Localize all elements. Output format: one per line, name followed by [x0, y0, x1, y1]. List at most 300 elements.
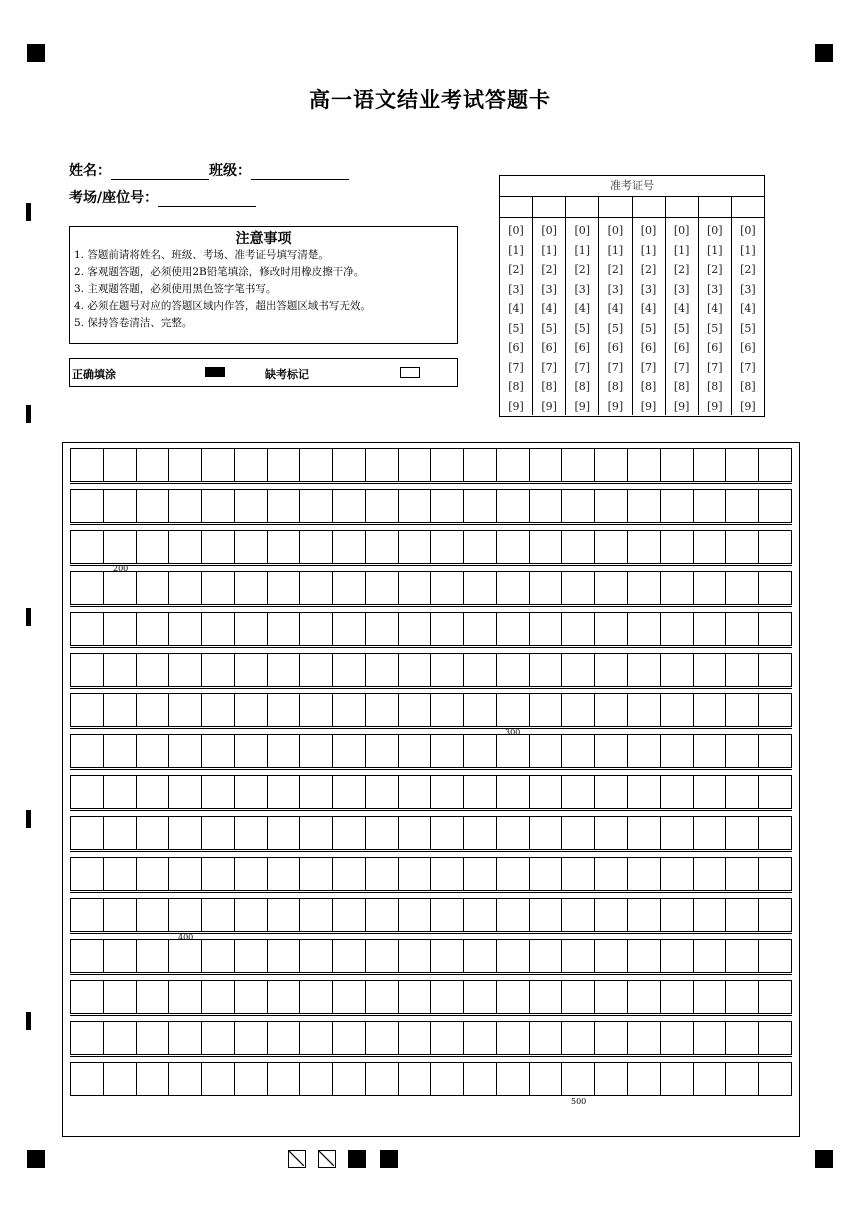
essay-grid-cell[interactable] [759, 858, 791, 890]
essay-grid-cell[interactable] [300, 858, 333, 890]
essay-grid-cell[interactable] [268, 531, 301, 563]
essay-grid-cell[interactable] [431, 940, 464, 972]
digit-bubble[interactable]: [4] [640, 302, 657, 315]
essay-grid-cell[interactable] [530, 817, 563, 849]
essay-grid-cell[interactable] [366, 694, 399, 726]
essay-grid-cell[interactable] [268, 981, 301, 1013]
essay-grid-cell[interactable] [694, 899, 727, 931]
digit-bubble[interactable]: [2] [508, 263, 524, 276]
essay-grid-cell[interactable] [333, 735, 366, 767]
essay-grid-cell[interactable] [464, 490, 497, 522]
essay-grid-cell[interactable] [399, 1063, 432, 1095]
essay-grid-cell[interactable] [694, 940, 727, 972]
digit-bubble[interactable]: [6] [541, 341, 557, 354]
essay-grid-cell[interactable] [268, 1063, 301, 1095]
essay-grid-cell[interactable] [759, 531, 791, 563]
digit-bubble[interactable]: [5] [574, 321, 591, 335]
essay-grid-cell[interactable] [595, 654, 628, 686]
essay-grid-cell[interactable] [366, 817, 399, 849]
essay-grid-cell[interactable] [595, 940, 628, 972]
essay-grid-cell[interactable] [530, 899, 563, 931]
essay-grid-cell[interactable] [300, 735, 333, 767]
essay-grid-cell[interactable] [300, 940, 333, 972]
essay-grid-cell[interactable] [530, 776, 563, 808]
essay-grid-cell[interactable] [366, 572, 399, 604]
essay-grid-cell[interactable] [202, 776, 235, 808]
essay-grid-cell[interactable] [726, 613, 759, 645]
digit-bubble[interactable]: [1] [607, 243, 624, 257]
digit-bubble[interactable]: [6] [607, 341, 624, 354]
essay-grid-cell[interactable] [71, 694, 104, 726]
essay-grid-cell[interactable] [628, 858, 661, 890]
essay-grid-cell[interactable] [530, 449, 563, 481]
essay-grid-cell[interactable] [661, 776, 694, 808]
essay-grid-cell[interactable] [104, 981, 137, 1013]
essay-grid-cell[interactable] [333, 490, 366, 522]
essay-grid-cell[interactable] [661, 858, 694, 890]
essay-grid-cell[interactable] [694, 531, 727, 563]
digit-bubble[interactable]: [0] [707, 224, 723, 237]
essay-grid-cell[interactable] [366, 613, 399, 645]
essay-grid-cell[interactable] [464, 449, 497, 481]
essay-grid-cell[interactable] [399, 694, 432, 726]
digit-bubble[interactable]: [3] [740, 282, 756, 296]
essay-grid-cell[interactable] [169, 899, 202, 931]
essay-grid-cell[interactable] [431, 817, 464, 849]
essay-grid-cell[interactable] [71, 490, 104, 522]
essay-grid-cell[interactable] [202, 490, 235, 522]
digit-bubble[interactable]: [1] [508, 243, 524, 257]
essay-grid-cell[interactable] [497, 490, 530, 522]
essay-grid-cell[interactable] [562, 899, 595, 931]
essay-grid-cell[interactable] [333, 899, 366, 931]
essay-grid-cell[interactable] [661, 1022, 694, 1054]
essay-grid-cell[interactable] [694, 776, 727, 808]
essay-grid-cell[interactable] [759, 940, 791, 972]
essay-grid-cell[interactable] [464, 899, 497, 931]
essay-grid-cell[interactable] [202, 613, 235, 645]
essay-grid-cell[interactable] [464, 981, 497, 1013]
essay-grid-cell[interactable] [497, 776, 530, 808]
essay-grid-cell[interactable] [202, 654, 235, 686]
essay-grid-cell[interactable] [104, 858, 137, 890]
essay-grid-cell[interactable] [169, 613, 202, 645]
digit-bubble[interactable]: [6] [673, 341, 690, 354]
essay-grid-cell[interactable] [759, 735, 791, 767]
digit-bubble[interactable]: [7] [740, 360, 756, 374]
essay-grid-cell[interactable] [628, 776, 661, 808]
essay-grid-cell[interactable] [104, 817, 137, 849]
digit-bubble[interactable]: [1] [640, 243, 657, 257]
essay-grid-cell[interactable] [202, 981, 235, 1013]
essay-grid-cell[interactable] [366, 490, 399, 522]
essay-grid-cell[interactable] [71, 1063, 104, 1095]
digit-bubble[interactable]: [5] [673, 321, 690, 335]
essay-grid-cell[interactable] [431, 449, 464, 481]
essay-grid-cell[interactable] [71, 572, 104, 604]
essay-grid-cell[interactable] [235, 694, 268, 726]
essay-grid-cell[interactable] [726, 981, 759, 1013]
digit-bubble[interactable]: [8] [707, 380, 723, 393]
essay-grid-cell[interactable] [333, 613, 366, 645]
essay-grid-cell[interactable] [464, 776, 497, 808]
essay-grid-cell[interactable] [71, 735, 104, 767]
essay-grid-cell[interactable] [399, 449, 432, 481]
essay-grid-cell[interactable] [71, 776, 104, 808]
essay-grid-cell[interactable] [235, 572, 268, 604]
essay-grid-cell[interactable] [399, 981, 432, 1013]
essay-grid-cell[interactable] [694, 572, 727, 604]
essay-grid-cell[interactable] [300, 1063, 333, 1095]
essay-grid-cell[interactable] [595, 531, 628, 563]
digit-bubble[interactable]: [4] [707, 302, 723, 315]
essay-grid-cell[interactable] [562, 776, 595, 808]
essay-grid-cell[interactable] [399, 613, 432, 645]
essay-grid-cell[interactable] [431, 531, 464, 563]
essay-grid-cell[interactable] [530, 735, 563, 767]
essay-grid-cell[interactable] [431, 858, 464, 890]
essay-grid-cell[interactable] [562, 858, 595, 890]
essay-grid-cell[interactable] [300, 776, 333, 808]
essay-grid-cell[interactable] [759, 899, 791, 931]
essay-grid-cell[interactable] [235, 817, 268, 849]
essay-grid-cell[interactable] [366, 981, 399, 1013]
digit-bubble[interactable]: [8] [607, 380, 624, 393]
digit-bubble[interactable]: [7] [508, 360, 524, 374]
digit-bubble[interactable]: [9] [740, 399, 756, 413]
essay-grid-cell[interactable] [366, 654, 399, 686]
essay-grid-cell[interactable] [661, 817, 694, 849]
essay-grid-cell[interactable] [464, 735, 497, 767]
essay-grid-cell[interactable] [202, 449, 235, 481]
essay-grid-cell[interactable] [661, 1063, 694, 1095]
digit-bubble[interactable]: [6] [640, 341, 657, 354]
digit-bubble[interactable]: [9] [574, 399, 591, 413]
essay-grid-cell[interactable] [104, 654, 137, 686]
digit-bubble[interactable]: [0] [541, 224, 557, 237]
essay-grid-cell[interactable] [104, 449, 137, 481]
essay-grid-cell[interactable] [169, 1022, 202, 1054]
essay-grid-cell[interactable] [497, 572, 530, 604]
digit-bubble[interactable]: [3] [607, 282, 624, 296]
essay-grid-cell[interactable] [104, 1022, 137, 1054]
essay-grid-cell[interactable] [333, 817, 366, 849]
essay-grid-cell[interactable] [268, 654, 301, 686]
essay-grid-cell[interactable] [661, 694, 694, 726]
essay-grid-cell[interactable] [726, 776, 759, 808]
essay-grid-cell[interactable] [333, 981, 366, 1013]
essay-grid-cell[interactable] [268, 735, 301, 767]
essay-grid-cell[interactable] [694, 981, 727, 1013]
essay-grid-cell[interactable] [595, 1022, 628, 1054]
essay-grid-cell[interactable] [562, 572, 595, 604]
essay-grid-cell[interactable] [726, 490, 759, 522]
essay-grid-cell[interactable] [497, 817, 530, 849]
digit-bubble[interactable]: [4] [607, 302, 624, 315]
essay-grid-cell[interactable] [169, 981, 202, 1013]
essay-grid-cell[interactable] [235, 1022, 268, 1054]
digit-bubble[interactable]: [3] [508, 282, 524, 296]
essay-grid-cell[interactable] [759, 1022, 791, 1054]
essay-grid-cell[interactable] [235, 776, 268, 808]
essay-grid-cell[interactable] [235, 735, 268, 767]
essay-grid-cell[interactable] [595, 776, 628, 808]
essay-grid-cell[interactable] [661, 654, 694, 686]
essay-grid-cell[interactable] [333, 858, 366, 890]
essay-grid-cell[interactable] [399, 817, 432, 849]
essay-grid-cell[interactable] [235, 531, 268, 563]
essay-grid-cell[interactable] [300, 1022, 333, 1054]
essay-grid-cell[interactable] [202, 817, 235, 849]
essay-grid-cell[interactable] [399, 490, 432, 522]
digit-bubble[interactable]: [3] [707, 282, 723, 296]
essay-grid-cell[interactable] [235, 940, 268, 972]
essay-grid-cell[interactable] [726, 940, 759, 972]
essay-grid-cell[interactable] [169, 654, 202, 686]
essay-grid-cell[interactable] [661, 490, 694, 522]
essay-grid-cell[interactable] [300, 572, 333, 604]
class-field[interactable] [251, 163, 349, 180]
essay-grid-cell[interactable] [726, 817, 759, 849]
essay-grid-cell[interactable] [300, 613, 333, 645]
digit-bubble[interactable]: [9] [640, 399, 657, 413]
essay-grid-cell[interactable] [464, 940, 497, 972]
essay-grid-cell[interactable] [497, 940, 530, 972]
essay-grid-cell[interactable] [628, 899, 661, 931]
digit-bubble[interactable]: [9] [673, 399, 690, 413]
essay-grid-cell[interactable] [235, 981, 268, 1013]
digit-bubble[interactable]: [7] [707, 360, 723, 374]
essay-grid-cell[interactable] [431, 490, 464, 522]
essay-grid-cell[interactable] [595, 694, 628, 726]
digit-bubble[interactable]: [9] [707, 399, 723, 413]
digit-bubble[interactable]: [8] [508, 380, 524, 393]
essay-grid-cell[interactable] [694, 1063, 727, 1095]
essay-grid-cell[interactable] [399, 858, 432, 890]
essay-grid-cell[interactable] [333, 1022, 366, 1054]
digit-bubble[interactable]: [0] [740, 224, 756, 237]
digit-bubble[interactable]: [4] [541, 302, 557, 315]
essay-grid-cell[interactable] [235, 858, 268, 890]
essay-grid-cell[interactable] [661, 449, 694, 481]
essay-grid-cell[interactable] [628, 613, 661, 645]
essay-grid-cell[interactable] [628, 449, 661, 481]
essay-grid-cell[interactable] [399, 776, 432, 808]
essay-grid-cell[interactable] [497, 899, 530, 931]
essay-grid-cell[interactable] [628, 654, 661, 686]
essay-grid-cell[interactable] [333, 654, 366, 686]
essay-grid-cell[interactable] [399, 1022, 432, 1054]
essay-grid-cell[interactable] [169, 531, 202, 563]
essay-grid-cell[interactable] [399, 735, 432, 767]
essay-grid-cell[interactable] [530, 490, 563, 522]
essay-grid-cell[interactable] [399, 531, 432, 563]
essay-grid-cell[interactable] [562, 694, 595, 726]
digit-bubble[interactable]: [2] [707, 263, 723, 276]
essay-grid-cell[interactable] [300, 899, 333, 931]
essay-grid-cell[interactable] [530, 1022, 563, 1054]
essay-grid-cell[interactable] [759, 613, 791, 645]
essay-grid-cell[interactable] [431, 776, 464, 808]
essay-grid-cell[interactable] [530, 981, 563, 1013]
essay-grid-cell[interactable] [104, 1063, 137, 1095]
digit-bubble[interactable]: [8] [673, 380, 690, 393]
essay-grid-cell[interactable] [71, 1022, 104, 1054]
essay-grid-cell[interactable] [628, 1063, 661, 1095]
essay-grid-cell[interactable] [661, 899, 694, 931]
essay-grid-cell[interactable] [366, 858, 399, 890]
digit-bubble[interactable]: [9] [508, 399, 524, 413]
essay-grid-cell[interactable] [333, 1063, 366, 1095]
essay-grid-cell[interactable] [268, 899, 301, 931]
digit-box[interactable] [666, 197, 699, 217]
digit-bubble[interactable]: [0] [673, 224, 690, 237]
essay-grid-cell[interactable] [595, 1063, 628, 1095]
digit-bubble[interactable]: [2] [640, 263, 657, 276]
essay-grid-cell[interactable] [595, 449, 628, 481]
essay-grid-cell[interactable] [464, 572, 497, 604]
essay-grid-cell[interactable] [562, 735, 595, 767]
essay-grid-cell[interactable] [464, 531, 497, 563]
essay-grid-cell[interactable] [137, 940, 170, 972]
essay-grid-cell[interactable] [366, 899, 399, 931]
essay-grid-cell[interactable] [562, 940, 595, 972]
essay-grid-cell[interactable] [300, 817, 333, 849]
essay-grid-cell[interactable] [431, 572, 464, 604]
essay-grid-cell[interactable] [202, 1063, 235, 1095]
essay-grid-cell[interactable] [694, 654, 727, 686]
essay-grid-cell[interactable] [137, 1063, 170, 1095]
digit-bubble[interactable]: [2] [673, 263, 690, 276]
essay-grid-cell[interactable] [235, 899, 268, 931]
essay-grid-cell[interactable] [268, 776, 301, 808]
essay-grid-cell[interactable] [431, 654, 464, 686]
essay-grid-cell[interactable] [431, 1063, 464, 1095]
digit-bubble[interactable]: [3] [574, 282, 591, 296]
essay-grid-cell[interactable] [562, 531, 595, 563]
digit-bubble[interactable]: [5] [707, 321, 723, 335]
essay-grid-cell[interactable] [530, 613, 563, 645]
digit-bubble[interactable]: [6] [574, 341, 591, 354]
digit-box[interactable] [599, 197, 632, 217]
essay-grid-cell[interactable] [530, 694, 563, 726]
essay-grid-cell[interactable] [628, 572, 661, 604]
digit-bubble[interactable]: [5] [740, 321, 756, 335]
essay-grid-cell[interactable] [300, 981, 333, 1013]
essay-grid-cell[interactable] [431, 1022, 464, 1054]
essay-grid-cell[interactable] [759, 490, 791, 522]
essay-grid-cell[interactable] [694, 817, 727, 849]
digit-box[interactable] [732, 197, 764, 217]
essay-grid-cell[interactable] [464, 654, 497, 686]
essay-grid-cell[interactable] [137, 572, 170, 604]
essay-grid-cell[interactable] [562, 613, 595, 645]
essay-grid-cell[interactable] [268, 490, 301, 522]
essay-grid-cell[interactable] [726, 449, 759, 481]
essay-grid-cell[interactable] [497, 654, 530, 686]
essay-grid-cell[interactable] [366, 940, 399, 972]
essay-grid-cell[interactable] [300, 449, 333, 481]
essay-grid-cell[interactable] [464, 1022, 497, 1054]
digit-bubble[interactable]: [2] [574, 263, 591, 276]
essay-grid-cell[interactable] [169, 490, 202, 522]
essay-grid-cell[interactable] [71, 940, 104, 972]
essay-grid-cell[interactable] [628, 940, 661, 972]
essay-grid-cell[interactable] [137, 735, 170, 767]
essay-grid-cell[interactable] [268, 817, 301, 849]
essay-grid-cell[interactable] [497, 735, 530, 767]
essay-grid-cell[interactable] [169, 776, 202, 808]
essay-grid-cell[interactable] [366, 776, 399, 808]
essay-grid-cell[interactable] [268, 940, 301, 972]
essay-grid-cell[interactable] [268, 858, 301, 890]
essay-grid-cell[interactable] [497, 1063, 530, 1095]
essay-grid-cell[interactable] [300, 654, 333, 686]
essay-grid-cell[interactable] [137, 776, 170, 808]
essay-grid-cell[interactable] [694, 694, 727, 726]
essay-grid-cell[interactable] [202, 940, 235, 972]
essay-grid-cell[interactable] [268, 449, 301, 481]
digit-bubble[interactable]: [4] [508, 302, 524, 315]
digit-bubble[interactable]: [3] [640, 282, 657, 296]
essay-grid-cell[interactable] [137, 817, 170, 849]
essay-grid-cell[interactable] [137, 899, 170, 931]
essay-grid-cell[interactable] [694, 613, 727, 645]
essay-grid-cell[interactable] [497, 981, 530, 1013]
essay-grid-cell[interactable] [661, 531, 694, 563]
essay-grid-cell[interactable] [366, 449, 399, 481]
essay-grid-cell[interactable] [137, 449, 170, 481]
essay-grid-cell[interactable] [431, 735, 464, 767]
essay-grid-cell[interactable] [628, 735, 661, 767]
essay-grid-cell[interactable] [202, 572, 235, 604]
essay-grid-cell[interactable] [661, 940, 694, 972]
digit-box[interactable] [500, 197, 533, 217]
essay-grid-cell[interactable] [431, 899, 464, 931]
essay-grid-cell[interactable] [595, 572, 628, 604]
essay-grid-cell[interactable] [333, 940, 366, 972]
essay-grid-cell[interactable] [759, 654, 791, 686]
digit-bubble[interactable]: [9] [607, 399, 624, 413]
digit-bubble[interactable]: [6] [508, 341, 524, 354]
essay-grid-cell[interactable] [137, 1022, 170, 1054]
essay-grid-cell[interactable] [628, 981, 661, 1013]
digit-bubble[interactable]: [2] [607, 263, 624, 276]
digit-bubble[interactable]: [3] [673, 282, 690, 296]
essay-grid-cell[interactable] [726, 654, 759, 686]
essay-grid-cell[interactable] [759, 572, 791, 604]
essay-grid-cell[interactable] [137, 613, 170, 645]
essay-grid-cell[interactable] [71, 817, 104, 849]
essay-grid-cell[interactable] [464, 694, 497, 726]
digit-bubble[interactable]: [3] [541, 282, 557, 296]
digit-bubble[interactable]: [1] [574, 243, 591, 257]
essay-grid-cell[interactable] [530, 858, 563, 890]
essay-grid-cell[interactable] [235, 1063, 268, 1095]
digit-bubble[interactable]: [5] [607, 321, 624, 335]
essay-grid-cell[interactable] [268, 572, 301, 604]
essay-grid-cell[interactable] [595, 858, 628, 890]
essay-grid-cell[interactable] [530, 572, 563, 604]
essay-grid-cell[interactable] [333, 449, 366, 481]
essay-grid-cell[interactable] [530, 1063, 563, 1095]
essay-grid-cell[interactable] [399, 572, 432, 604]
essay-grid-cell[interactable] [595, 735, 628, 767]
essay-grid-cell[interactable] [202, 694, 235, 726]
essay-grid-cell[interactable] [661, 613, 694, 645]
essay-grid-cell[interactable] [366, 1063, 399, 1095]
essay-grid-cell[interactable] [595, 899, 628, 931]
